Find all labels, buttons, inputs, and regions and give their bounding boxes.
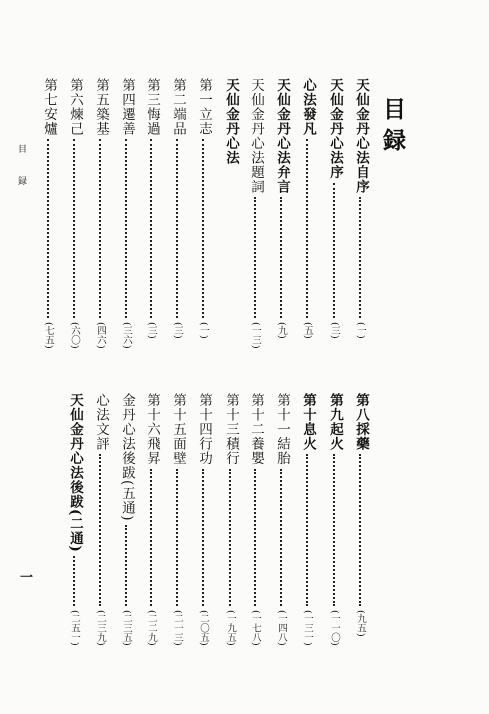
dot-leader [176,139,178,318]
toc-entry-title: 第四遷善 [119,78,135,136]
toc-entry-title: 第十三積行 [223,393,239,466]
toc-entry-title: 天仙金丹心法後跋(二通) [67,393,83,553]
toc-page-ref: ( 一 ) [350,322,370,339]
toc-page-ref: ( 二三五 ) [116,610,136,646]
page-number: 一 [17,570,32,583]
toc-page-ref: ( 三 ) [324,322,344,339]
contents-heading: 目録 [379,97,406,159]
toc-entry-title: 第七安爐 [41,78,57,136]
toc-page-ref: ( 六〇 ) [64,322,84,348]
toc-page-ref: ( 一三 ) [245,322,265,348]
toc-page-ref: ( 七五 ) [38,322,58,348]
toc-page-ref: ( 二五一 ) [64,610,84,646]
dot-leader [176,469,178,607]
toc-page-ref: ( 一九五 ) [220,610,240,646]
toc-page-ref: ( 一七八 ) [245,610,265,646]
dot-leader [306,454,308,606]
toc-entry-title: 第十二養嬰 [248,393,264,466]
dot-leader [202,139,204,318]
toc-entry-title: 第十四行功 [196,393,212,466]
toc-page-ref: ( 一四八 ) [271,610,291,646]
toc-entry-title: 天仙金丹心法弁言 [274,78,290,194]
dot-leader [254,469,256,607]
toc-entry-title: 天仙金丹心法 [223,78,239,165]
toc-page-ref: ( 九 ) [271,322,291,339]
toc-entry-title: 心法發凡 [300,78,316,136]
dot-leader [125,139,127,318]
toc-page-ref: ( 一 ) [193,322,213,339]
dot-leader [306,139,308,318]
toc-page-ref: ( 一一〇 ) [324,610,344,646]
toc-page-ref: ( 二二九 ) [141,610,161,646]
dot-leader [359,454,361,606]
dot-leader [333,183,335,319]
dot-leader [73,139,75,318]
dot-leader [359,197,361,318]
dot-leader [47,139,49,318]
toc-entry-title: 第十六飛昇 [144,393,160,466]
toc-page-ref: ( 九五 ) [350,610,370,636]
toc-entry-title: 金丹心法後跋(五通) [119,393,135,522]
toc-entry-title: 第一立志 [196,78,212,136]
dot-leader [229,469,231,607]
dot-leader [202,469,204,607]
toc-page-ref: ( 三 ) [141,322,161,339]
toc-page-ref: ( 三六 ) [116,322,136,348]
toc-entry-title: 心法文評 [93,393,109,451]
toc-page-ref: ( 三 ) [167,322,187,339]
toc-entry-title: 第八採藥 [353,393,369,451]
dot-leader [73,556,75,606]
toc-page-ref: ( 二一三 ) [167,610,187,646]
dot-leader [150,469,152,607]
toc-page-ref: ( 二三九 ) [90,610,110,646]
toc-entry-title: 第二端品 [170,78,186,136]
toc-page-ref: ( 一三一 ) [297,610,317,646]
dot-leader [125,525,127,606]
dot-leader [150,139,152,318]
running-head: 目 録 [16,144,26,195]
toc-page-ref: ( 五 ) [297,322,317,339]
toc-entry-title: 第五築基 [93,78,109,136]
toc-entry-title: 第十息火 [300,393,316,451]
toc-page-ref: ( 四六 ) [90,322,110,348]
dot-leader [280,197,282,318]
dot-leader [254,197,256,318]
toc-entry-title: 天仙金丹心法題詞 [248,78,264,194]
toc-entry-title: 第十五面壁 [170,393,186,466]
dot-leader [333,454,335,606]
toc-page-ref: ( 二〇五 ) [193,610,213,646]
toc-entry-title: 第三悔過 [144,78,160,136]
toc-entry-title: 天仙金丹心法序 [327,78,343,180]
toc-entry-title: 第十一結胎 [274,393,290,466]
toc-entry-title: 第九起火 [327,393,343,451]
toc-entry-title: 天仙金丹心法自序 [353,78,369,194]
dot-leader [99,139,101,318]
dot-leader [280,469,282,607]
toc-entry-title: 第六煉己 [67,78,83,136]
dot-leader [99,454,101,606]
